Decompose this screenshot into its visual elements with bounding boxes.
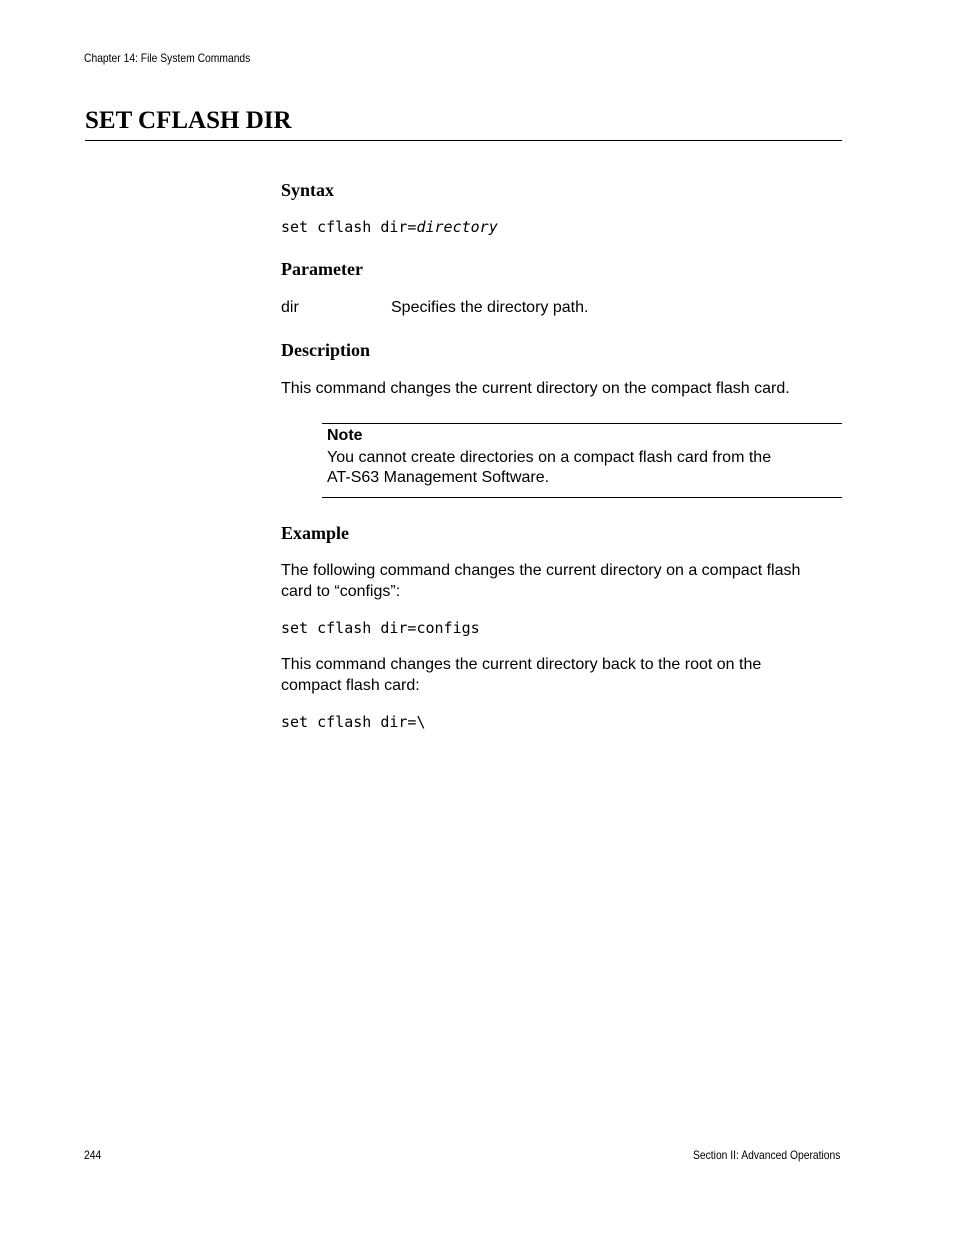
parameter-description: Specifies the directory path. bbox=[391, 299, 589, 316]
page-title: SET CFLASH DIR bbox=[85, 107, 292, 134]
parameter-heading: Parameter bbox=[281, 259, 363, 279]
note-top-rule bbox=[322, 423, 842, 424]
example-command-1: set cflash dir=configs bbox=[281, 619, 480, 637]
syntax-command bbox=[281, 218, 498, 236]
note-bottom-rule bbox=[322, 497, 842, 498]
description-text: This command changes the current directory on the compact flash card. bbox=[281, 380, 790, 397]
example-command-2: set cflash dir=\ bbox=[281, 713, 426, 731]
running-footer-section: Section II: Advanced Operations bbox=[692, 1148, 840, 1162]
description-heading: Description bbox=[281, 340, 370, 360]
note-text-line-2: AT-S63 Management Software. bbox=[327, 469, 550, 486]
example-intro-2-line-1: This command changes the current directory back to the root on the bbox=[281, 656, 762, 673]
note-text-line-1: You cannot create directories on a compact flash card from the bbox=[327, 449, 772, 466]
syntax-heading: Syntax bbox=[281, 180, 335, 200]
example-intro-1-line-1: The following command changes the current directory on a compact flash bbox=[281, 562, 801, 579]
parameter-name: dir bbox=[281, 299, 299, 316]
syntax-command-param: directory bbox=[416, 218, 498, 236]
note-label: Note bbox=[327, 427, 363, 444]
example-intro-1-line-2: card to “configs”: bbox=[281, 583, 401, 600]
running-header: Chapter 14: File System Commands bbox=[84, 51, 251, 65]
page-number: 244 bbox=[84, 1148, 102, 1162]
title-rule bbox=[85, 140, 842, 141]
example-heading: Example bbox=[281, 523, 350, 543]
syntax-command-prefix: set cflash dir= bbox=[281, 218, 417, 236]
example-intro-2-line-2: compact flash card: bbox=[281, 677, 420, 694]
